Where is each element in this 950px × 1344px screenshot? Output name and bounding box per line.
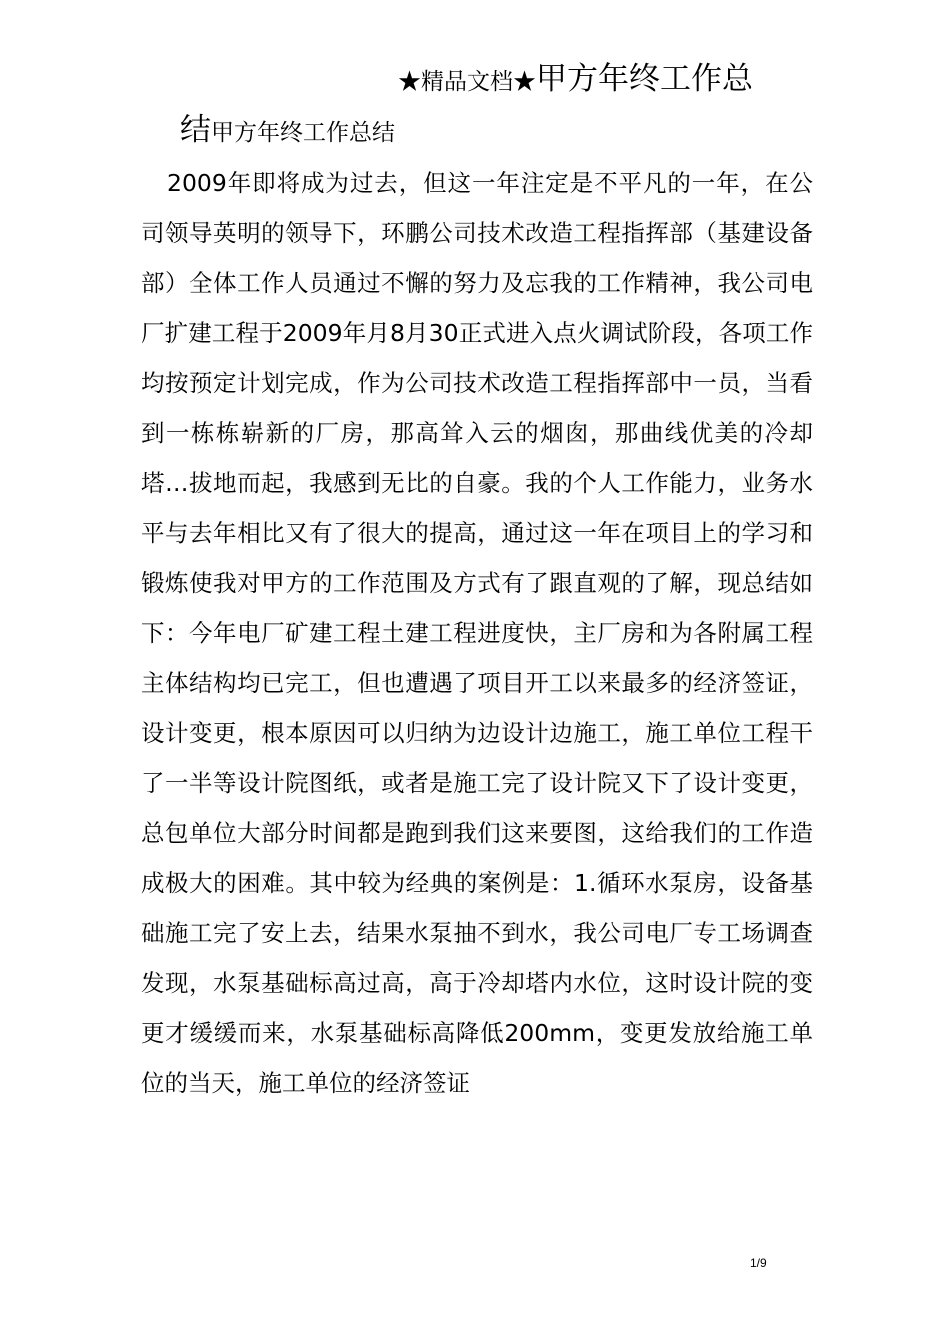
page-title-continuation: 结	[180, 112, 211, 148]
document-header	[398, 58, 753, 105]
title-line	[180, 110, 395, 155]
page-title: 甲方年终工作总	[536, 61, 753, 97]
body-paragraph: 2009年即将成为过去，但这一年注定是不平凡的一年，在公司领导英明的领导下，环鹏公司技术改造工程指挥部（基建设备部）全体工作人员通过不懈的努力及忘我的工作精神，我公司电厂扩建工程于2009年月8月30正式进入点火调试阶段，各项工作均按预定计划完成，作为公司技术改造工程指挥部中一员，当看到一栋栋崭新的厂房，那高耸入云的烟囱，那曲线优美的冷却塔…拔地而起，我感到无比的自豪。我的个人工作能力，业务水平与去年相比又有了很大的提高，通过这一年在项目上的学习和锻炼使我对甲方的工作范围及方式有了跟直观的了解，现总结如下：今年电厂矿建工程土建工程进度快，主厂房和为各附属工程主体结构均已完工，但也遭遇了项目开工以来最多的经济签证，设计变更，根本原因可以归纳为边设计边施工，施工单位工程干了一半等设计院图纸，或者是施工完了设计院又下了设计变更，总包单位大部分时间都是跑到我们这来要图，这给我们的工作造成极大的困难。其中较为经典的案例是：1.循环水泵房，设备基础施工完了安上去，结果水泵抽不到水，我公司电厂专工场调查发现，水泵基础标高过高，高于冷却塔内水位，这时设计院的变更才缓缓而来，水泵基础标高降低200mm，变更发放给施工单位的当天，施工单位的经济签证	[141, 169, 813, 1097]
quality-badge: ★精品文档★	[398, 69, 536, 95]
document-subtitle: 甲方年终工作总结	[211, 120, 395, 146]
page-number: 1/9	[750, 1256, 767, 1270]
